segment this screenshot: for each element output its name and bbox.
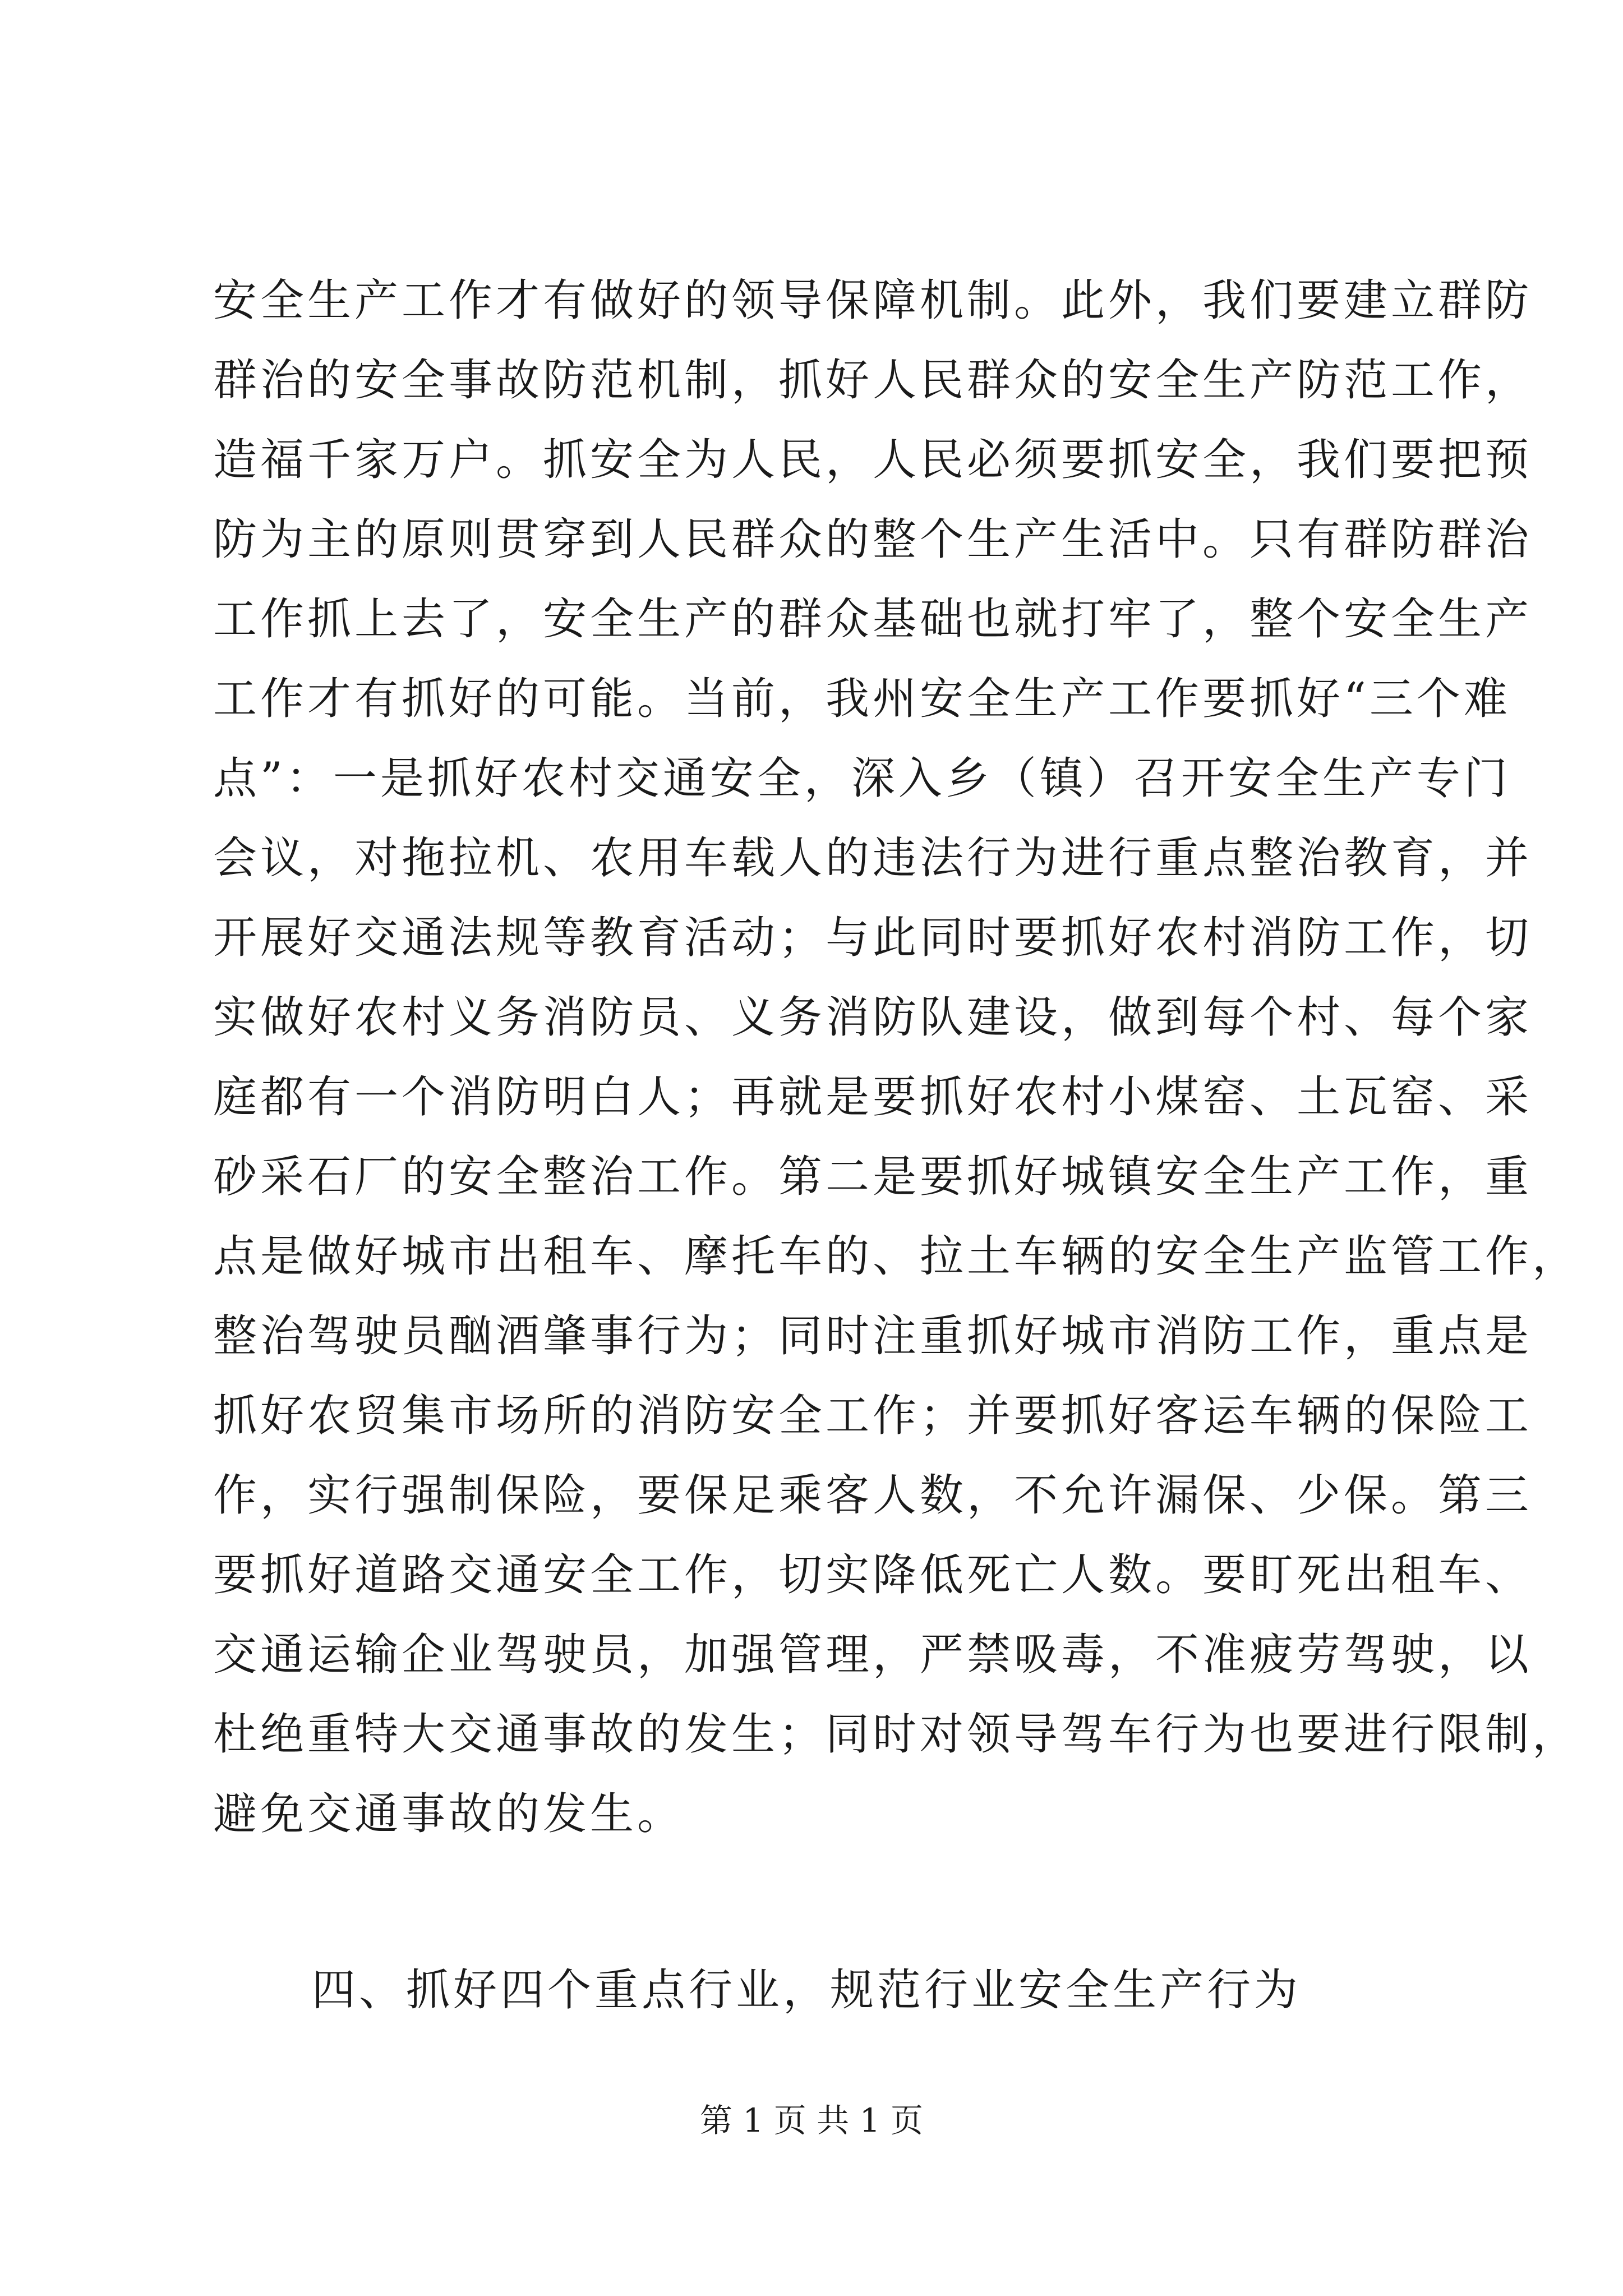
text-line: 点是做好城市出租车、摩托车的、拉土车辆的安全生产监管工作， xyxy=(213,1231,1580,1282)
text-line: 庭都有一个消防明白人；再就是要抓好农村小煤窑、土瓦窑、采 xyxy=(213,1072,1533,1122)
text-line: 杜绝重特大交通事故的发生；同时对领导驾车行为也要进行限制， xyxy=(213,1709,1580,1760)
text-line: 会议，对拖拉机、农用车载人的违法行为进行重点整治教育，并 xyxy=(213,833,1533,884)
text-line: 群治的安全事故防范机制，抓好人民群众的安全生产防范工作， xyxy=(213,355,1533,406)
page-footer: 第 1 页 共 1 页 xyxy=(700,2101,923,2139)
text-line: 安全生产工作才有做好的领导保障机制。此外，我们要建立群防 xyxy=(213,275,1533,326)
text-line: 交通运输企业驾驶员，加强管理，严禁吸毒，不准疲劳驾驶，以 xyxy=(213,1630,1533,1680)
text-line: 造福千家万户。抓安全为人民，人民必须要抓安全，我们要把预 xyxy=(213,435,1533,485)
text-line: 实做好农村义务消防员、义务消防队建设，做到每个村、每个家 xyxy=(213,992,1533,1043)
section-heading: 四、抓好四个重点行业，规范行业安全生产行为 xyxy=(312,1965,1302,2016)
text-line: 抓好农贸集市场所的消防安全工作；并要抓好客运车辆的保险工 xyxy=(213,1391,1533,1441)
text-line: 要抓好道路交通安全工作，切实降低死亡人数。要盯死出租车、 xyxy=(213,1550,1533,1600)
text-line: 避免交通事故的发生。 xyxy=(213,1789,685,1839)
text-line: 整治驾驶员酗酒肇事行为；同时注重抓好城市消防工作，重点是 xyxy=(213,1311,1533,1361)
text-line: 开展好交通法规等教育活动；与此同时要抓好农村消防工作，切 xyxy=(213,913,1533,963)
text-line: 工作才有抓好的可能。当前，我州安全生产工作要抓好“三个难 xyxy=(213,674,1511,724)
text-line: 作，实行强制保险，要保足乘客人数，不允许漏保、少保。第三 xyxy=(213,1470,1533,1521)
text-line: 防为主的原则贯穿到人民群众的整个生产生活中。只有群防群治 xyxy=(213,514,1533,565)
text-line: 砂采石厂的安全整治工作。第二是要抓好城镇安全生产工作，重 xyxy=(213,1152,1533,1202)
text-line: 点”：一是抓好农村交通安全，深入乡（镇）召开安全生产专门 xyxy=(213,753,1511,804)
text-line: 工作抓上去了，安全生产的群众基础也就打牢了，整个安全生产 xyxy=(213,594,1533,645)
body-paragraph xyxy=(213,261,1580,1854)
